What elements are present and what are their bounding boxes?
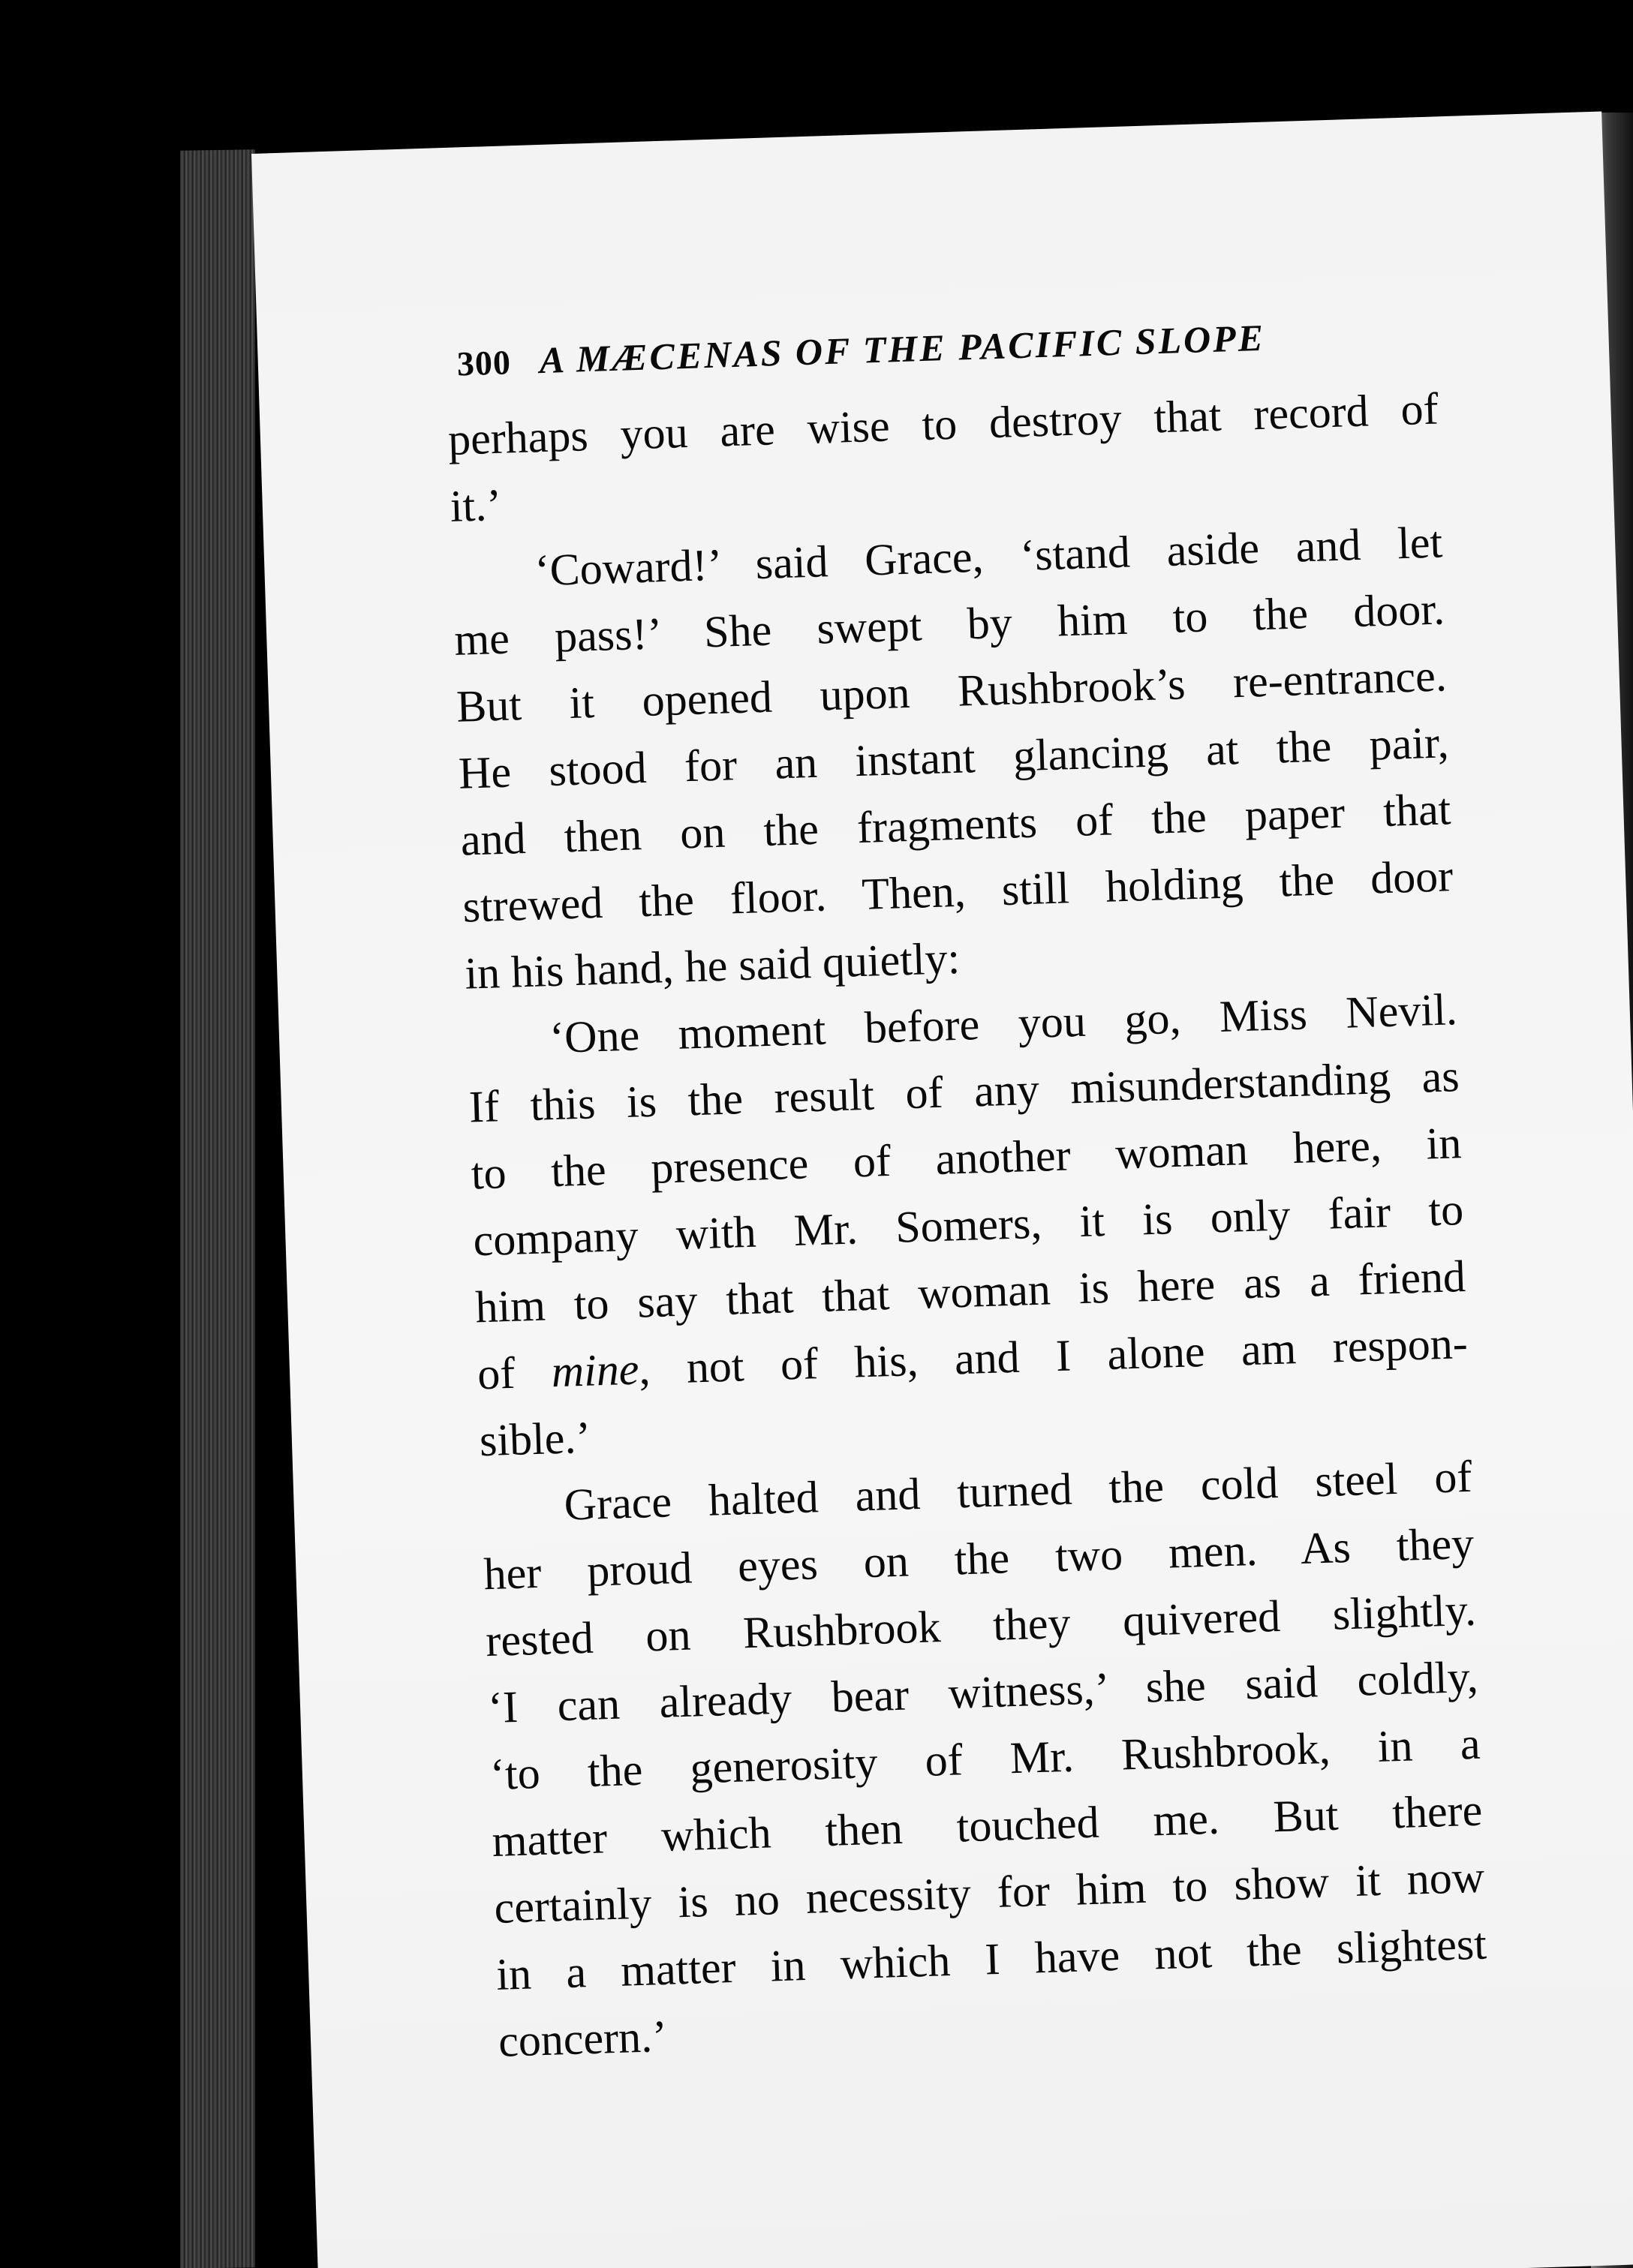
text-line: But it opened upon Rushbrook’s re-entrance.	[456, 650, 1448, 731]
text-line: it.’	[449, 479, 503, 531]
text-line: perhaps you are wise to destroy that record of	[447, 383, 1439, 464]
text-line: ‘to the generosity of Mr. Rushbrook, in a	[489, 1718, 1481, 1800]
paragraph	[466, 976, 1471, 1474]
text-line: matter which then touched me. But there	[491, 1785, 1484, 1867]
text-line: her proud eyes on the two men. As they	[483, 1518, 1475, 1600]
text-line: rested on Rushbrook they quivered slightly.	[485, 1585, 1477, 1666]
paragraph	[480, 1443, 1490, 2075]
text-line: company with Mr. Somers, it is only fair to	[472, 1184, 1465, 1266]
text-line: concern.’	[498, 2011, 668, 2066]
text-line: me pass!’ She swept by him to the door.	[453, 584, 1445, 665]
page-number: 300	[456, 343, 512, 383]
text-line: If this is the result of any misunderstanding as	[468, 1051, 1460, 1132]
text-line: in a matter in which I have not the slightest	[495, 1918, 1487, 1999]
running-title: A MÆCENAS OF THE PACIFIC SLOPE	[538, 316, 1266, 382]
text-line: ‘One moment before you go, Miss Nevil.	[549, 984, 1458, 1063]
text-line: him to say that that woman is here as a friend	[474, 1251, 1466, 1332]
text-line: He stood for an instant glancing at the pair,	[458, 717, 1450, 798]
text-line: Grace halted and turned the cold steel of	[563, 1451, 1473, 1530]
text-line: strewed the floor. Then, still holding the door	[462, 851, 1454, 932]
text-line: in his hand, he said quietly:	[464, 933, 961, 999]
text-line: ‘Coward!’ said Grace, ‘stand aside and let	[534, 517, 1444, 596]
emphasized-word: mine	[550, 1344, 640, 1397]
book-page	[251, 111, 1633, 2268]
book-page-edges	[180, 149, 255, 2268]
body-text	[447, 376, 1490, 2075]
text-line: and then on the fragments of the paper that	[459, 784, 1452, 865]
text-line: sible.’	[478, 1412, 592, 1466]
text-line: ‘I can already bear witness,’ she said coldly,	[487, 1651, 1479, 1733]
paragraph	[451, 509, 1456, 1007]
text-line: certainly is no necessity for him to show it now	[493, 1852, 1485, 1933]
text-line: of mine, not of his, and I alone am respon-	[477, 1317, 1469, 1399]
text-line: to the presence of another woman here, in	[470, 1118, 1463, 1199]
running-head	[456, 308, 1508, 385]
